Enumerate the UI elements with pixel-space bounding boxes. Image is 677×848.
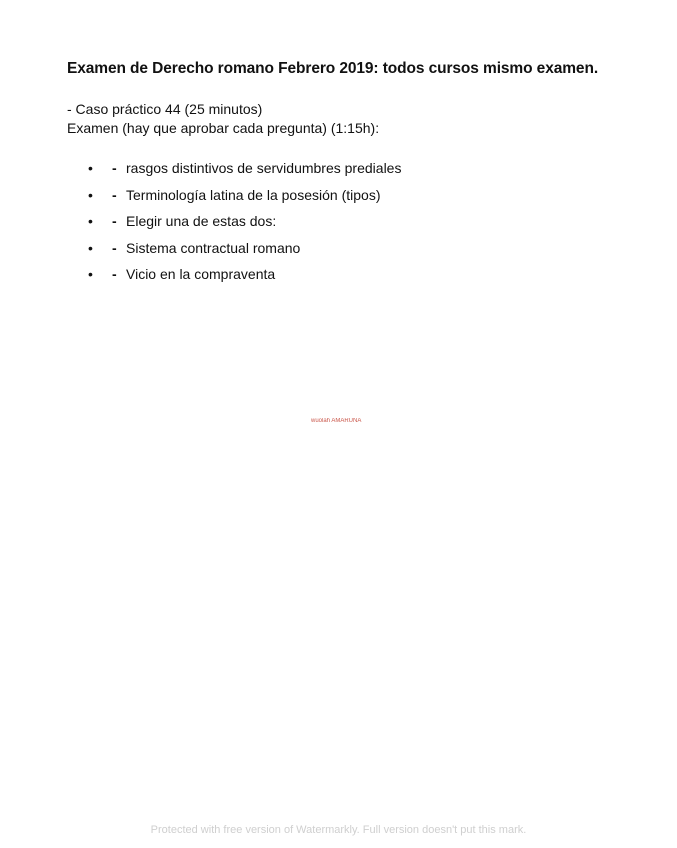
bullet-icon: • xyxy=(88,186,93,203)
dash-marker: - xyxy=(112,186,117,203)
list-item-text: Elegir una de estas dos: xyxy=(126,213,277,229)
dash-marker: - xyxy=(112,266,117,282)
list-item-text: Terminología latina de la posesión (tipos) xyxy=(126,186,381,203)
bullet-icon: • xyxy=(88,239,93,256)
footer-watermark: Protected with free version of Watermarkly. Full version doesn't put this mark. xyxy=(150,824,527,836)
source-stamp: wuolah AMARUNA xyxy=(311,418,362,424)
list-item-text: Sistema contractual romano xyxy=(126,239,301,256)
list-item-text: rasgos distintivos de servidumbres prediales xyxy=(126,160,402,176)
exam-instructions-line: Examen (hay que aprobar cada pregunta) (1:15h): xyxy=(67,120,380,136)
document-title: Examen de Derecho romano Febrero 2019: todos cursos mismo examen. xyxy=(67,60,599,77)
bullet-icon: • xyxy=(88,213,93,229)
practical-case-line: - Caso práctico 44 (25 minutos) xyxy=(67,101,263,117)
list-item-text: Vicio en la compraventa xyxy=(126,266,276,282)
dash-marker: - xyxy=(112,213,117,229)
dash-marker: - xyxy=(112,239,117,256)
bullet-icon: • xyxy=(88,160,93,176)
dash-marker: - xyxy=(112,160,117,176)
bullet-icon: • xyxy=(88,266,93,282)
